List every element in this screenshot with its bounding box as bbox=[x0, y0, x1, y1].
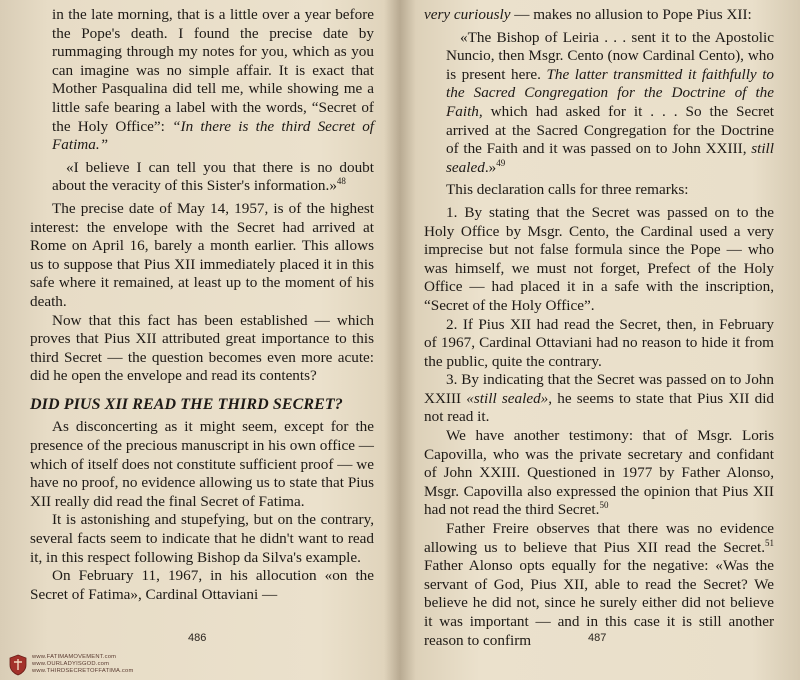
right-page-text bbox=[424, 6, 774, 650]
paragraph: It is astonishing and stupefying, but on the contrary, several facts seem to indicate that he didn't want to read it, in this respect following Bishop da Silva's example. bbox=[30, 511, 374, 566]
paragraph: 2. If Pius XII had read the Secret, then, in February of 1967, Cardinal Ottaviani had no reason to hide it from the public, quite the contrary. bbox=[424, 315, 774, 370]
shield-icon bbox=[8, 654, 28, 676]
footnote-ref: 48 bbox=[336, 176, 346, 187]
footnote-ref: 51 bbox=[765, 537, 774, 548]
paragraph: very curiously — makes no allusion to Pope Pius XII: bbox=[424, 6, 752, 23]
footnote-ref: 49 bbox=[496, 157, 506, 168]
page-number: 487 bbox=[588, 632, 607, 644]
paragraph: This declaration calls for three remarks: bbox=[446, 181, 689, 199]
footnote-ref: 50 bbox=[599, 500, 609, 511]
footer-link[interactable]: www.OURLADYISGOD.com bbox=[32, 661, 110, 668]
paragraph: 3. By indicating that the Secret was passed on to John XXIII «still sealed», he seems to state that Pius XII did not read it. bbox=[424, 371, 775, 426]
right-page bbox=[400, 0, 800, 680]
footer-watermark bbox=[8, 652, 228, 678]
paragraph: The precise date of May 14, 1957, is of the highest interest: the envelope with the Secret had arrived at Rome on April 16, barely a month earlier. This allows us to suppose that Pius XII immediately placed it in this safe where it remained, at least up to the moment of his death. bbox=[30, 199, 374, 310]
footer-link[interactable]: www.FATIMAMOVEMENT.com bbox=[32, 654, 117, 660]
paragraph: As disconcerting as it might seem, except for the presence of the precious manuscript in his own office — which of itself does not constitute sufficient proof — we have no proof, no evidence allowing us to state that Pius XII really did read the final Secret of Fatima. bbox=[30, 418, 374, 510]
paragraph: Now that this fact has been established — which proves that Pius XII attributed great importance to this third Secret — the question becomes even more acute: did he open the envelope and read its contents? bbox=[30, 311, 374, 385]
paragraph: Father Freire observes that there was no evidence allowing us to believe that Pius XII read the Secret.$^{51}$ Father Alonso opts equally for the negative: «Was the servant of God, Pius XII, able to read the Secret? We believe he did not, since he surely either did not believe it was important — and in this case it is still another reason to confirm bbox=[424, 520, 774, 649]
quote-continuation: in the late morning, that is a little over a year before the Pope's death. I found the precise date by rummaging through my notes for you, which as you can imagine was no simple affair. It is exact that Mother Pasqualina did tell me, while showing me a little safe bearing a label with the words, “Secret of the Holy Office”: “In there is the third Secret of Fatima.” bbox=[52, 6, 375, 154]
paragraph: On February 11, 1967, in his allocution «on the Secret of Fatima», Cardinal Ottaviani — bbox=[30, 567, 374, 603]
section-heading: DID PIUS XII READ THE THIRD SECRET? bbox=[30, 395, 343, 413]
quote-paragraph: «I believe I can tell you that there is no doubt about the veracity of this Sister's information.»$^{48}$ bbox=[52, 158, 374, 195]
footer-links bbox=[32, 654, 133, 676]
quote-paragraph: «The Bishop of Leiria . . . sent it to the Apostolic Nuncio, then Msgr. Cento (now Cardinal Cento), who is present here. The latter transmitted it faithfully to the Sacred Congregation for the Doctrine of the Faith, which had asked for it . . . So the Secret arrived at the Sacred Congregation for the Doctrine of the Faith and it was passed on to John XXIII, still sealed.»$^{49}$ bbox=[446, 28, 775, 176]
page-number: 486 bbox=[188, 632, 207, 644]
left-page-text bbox=[30, 6, 374, 604]
paragraph: We have another testimony: that of Msgr. Loris Capovilla, who was the private secretary and confidant of John XXIII. Questioned in 1977 by Father Alonso, Msgr. Capovilla also expressed the opinion that Pius XII had not read the third Secret.$^{50}$ bbox=[424, 427, 774, 519]
footer-link[interactable]: www.THIRDSECRETOFFATIMA.com bbox=[32, 668, 134, 675]
paragraph: 1. By stating that the Secret was passed on to the Holy Office by Msgr. Cento, the Cardinal used a very imprecise but not false formula since the Pope — who was himself, we must not forget, Prefect of the Holy Office — had placed it in a safe with the inscription, “Secret of the Holy Office”. bbox=[424, 203, 774, 314]
quote-italic: “In there is the third Secret of Fatima.” bbox=[52, 117, 375, 154]
